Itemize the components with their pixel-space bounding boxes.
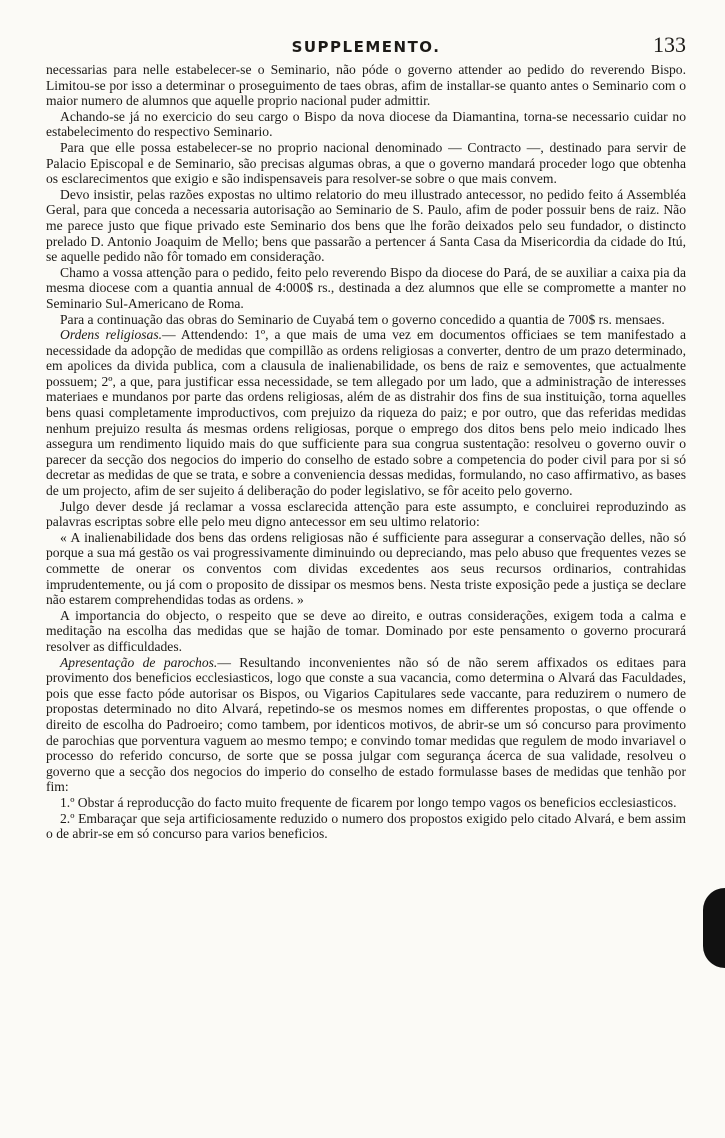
paragraph: Julgo dever desde já reclamar a vossa esclarecida attenção para este assumpto, e concluirei reproduzindo as palavras escriptas sobre elle pelo meu digno antecessor em seu ultimo relatorio:: [46, 498, 686, 530]
section-paragraph-ordens: Ordens religiosas.— Attendendo: 1º, a que mais de uma vez em documentos officiaes se tem manifestado a necessidade da adopção de medidas que compillão as ordens religiosas a converter, dentro de um prazo determinado, em apolices da divida publica, com a clausula de inalienabilidade, os bens de raiz e semoventes, que actualmente possuem; 2º, a que, para justificar essa necessidade, se tem allegado por um lado, que a administração de interesses materiaes e mundanos por parte das ordens religiosas, além de as distrahir dos fins de sua instituição, torna aquelles bens quasi completamente improductivos, com prejuizo da riqueza do paiz; e por outro, que das referidas medidas nenhum prejuizo resulta ás mesmas ordens religiosas, porque o emprego dos ditos bens pelo meio indicado lhes assegura um rendimento liquido mais do que sufficiente para sua congrua sustentação: resolveu o governo ouvir o parecer da secção dos negocios do imperio do conselho de estado sobre a competencia do poder civil para por si só decretar as medidas de que se trata, e sobre a conveniencia dessas medidas, formulando, no caso affirmativo, as bases de um projecto, afim de ser sujeito á deliberação do poder legislativo, se fôr aceito pelo governo.: [46, 327, 687, 499]
list-item: 2.º Embaraçar que seja artificiosamente reduzido o numero dos propostos exigido pelo citado Alvará, e bem assim o de abrir-se em só concurso para varios beneficios.: [46, 810, 686, 842]
paragraph: Devo insistir, pelas razões expostas no ultimo relatorio do meu illustrado antecessor, no pedido feito á Assembléa Geral, para que conceda a necessaria autorisação ao Seminario de S. Paulo, afim de poder possuir bens de raiz. Não me parece justo que fique privado este Seminario dos bens que lhe forão deixados pelo seu fundador, o distincto prelado D. Antonio Joaquim de Mello; bens que passarão a pertencer á Santa Casa da Misericordia da cidade do Itú, se aquelle pedido não fôr tomado em consideração.: [46, 186, 686, 265]
running-head: [46, 32, 686, 62]
paragraph: A importancia do objecto, o respeito que se deve ao direito, e outras considerações, exigem toda a calma e meditação na escolha das medidas que se hajão de tomar. Dominado por este pensamento o governo procurará resolver as difficuldades.: [46, 607, 686, 654]
paragraph: Para a continuação das obras do Seminario de Cuyabá tem o governo concedido a quantia de 700$ rs. mensaes.: [60, 311, 665, 327]
page-title: SUPPLEMENTO.: [291, 38, 441, 56]
section-heading: Ordens religiosas.: [60, 327, 163, 343]
quotation: « A inalienabilidade dos bens das ordens religiosas não é sufficiente para assegurar a conservação delles, não só porque a sua má gestão os vai progressivamente diminuindo ou depreciando, mas pelo abuso que frequentes vezes se commette de onerar os conventos com dividas excedentes aos seus recursos ordinarios, contrahidas imprudentemente, ou já com o proposito de dissipar os mesmos bens. Nesta triste exposição pede a justiça se declare não estarem comprehendidas todas as ordens. »: [46, 529, 686, 608]
paragraph: Para que elle possa estabelecer-se no proprio nacional denominado — Contracto —, destinado para servir de Palacio Episcopal e de Seminario, são precisas algumas obras, a que o governo mandará proceder logo que obtenha os esclarecimentos que exigio e são indispensaveis para resolver-se sobre o que mais convem.: [46, 139, 686, 187]
paragraph: Chamo a vossa attenção para o pedido, feito pelo reverendo Bispo da diocese do Pará, de se auxiliar a caixa pia da mesma diocese com a quantia annual de 4:000$ rs., destinada a dez alumnos que elle se compromette a manter no Seminario Sul-Americano de Roma.: [46, 264, 686, 311]
section-paragraph-parochos: Apresentação de parochos.— Resultando inconvenientes não só de não serem affixados os editaes para provimento dos beneficios ecclesiasticos, logo que conste a sua vacancia, como determina o Alvará das Faculdades, pois que esse facto póde autorisar os Bispos, ou Vigarios Capitulares sede vaccante, para reduzirem o numero de propostas determinado no dito Alvará, repetindo-se os mesmos nomes em differentes propostas, o que offende o direito de escolha do Padroeiro; como tambem, por identicos motivos, de abrir-se um só concurso para provimento de parochias que porventura vaguem ao mesmo tempo; e convindo tomar medidas que regulem de modo invariavel o processo do referido concurso, de sorte que se possa julgar com segurança ácerca de sua validade, resolveu o governo que a secção dos negocios do imperio do conselho de estado formulasse bases de medidas que tenhão por fim:: [46, 654, 686, 795]
page-number: 133: [653, 32, 686, 57]
page-edge-mark: [703, 888, 725, 968]
list-item: 1.º Obstar á reproducção do facto muito frequente de ficarem por longo tempo vagos os beneficios ecclesiasticos.: [60, 794, 677, 810]
paragraph: Achando-se já no exercicio do seu cargo o Bispo da nova diocese da Diamantina, torna-se necessario cuidar no estabelecimento do respectivo Seminario.: [46, 108, 686, 140]
document-page: [46, 32, 687, 842]
body-text: [46, 62, 686, 842]
section-heading: Apresentação de parochos.: [60, 654, 218, 670]
paragraph: necessarias para nelle estabelecer-se o Seminario, não póde o governo attender ao pedido do reverendo Bispo. Limitou-se por isso a determinar o proseguimento de taes obras, afim de installar-se quanto antes o Seminario com o maior numero de alumnos que aquelle proprio nacional puder admittir.: [46, 62, 686, 109]
